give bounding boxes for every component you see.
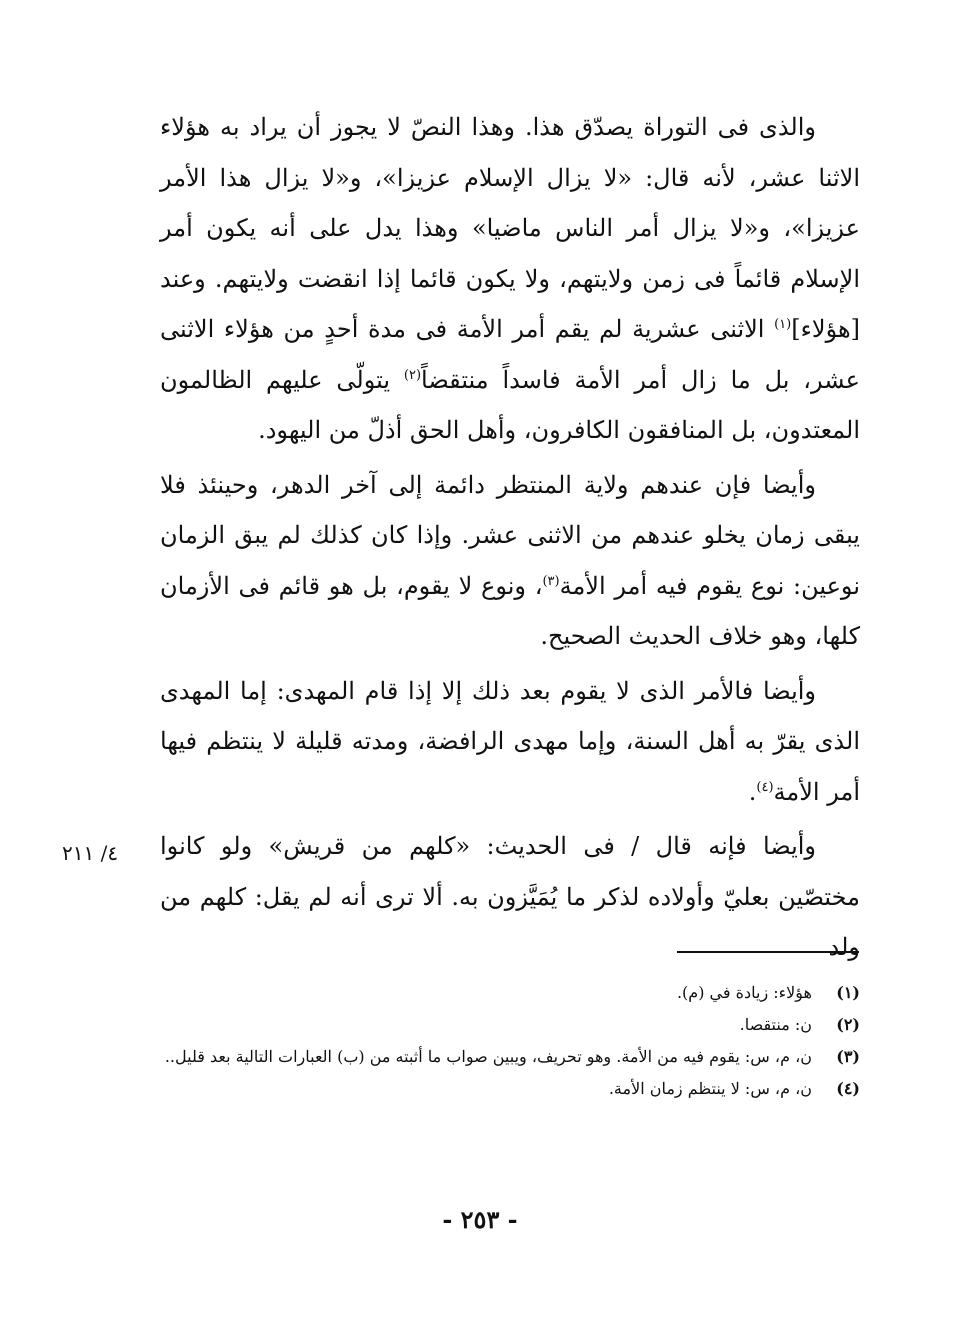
footnote-ref-4[interactable]: (٤): [756, 779, 774, 795]
footnote-number: (٢): [836, 1015, 860, 1034]
footnote-text: ن، م، س: يقوم فيه من الأمة. وهو تحريف، ويبين صواب ما أثبته من (ب) العبارات التالية بعد قليل..: [164, 1047, 812, 1066]
paragraph-2-text-b: ، ونوع لا يقوم، بل هو قائم فى الأزمان كلها، وهو خلاف الحديث الصحيح.: [160, 571, 860, 650]
footnote-text: هؤلاء: زيادة في (م).: [676, 983, 812, 1002]
footnote-item: [160, 1012, 860, 1038]
main-text-body: [160, 102, 860, 973]
footnote-number: (١): [836, 983, 860, 1002]
paragraph-1-text-b: الاثنى عشرية لم يقم أمر الأمة فى مدة أحدٍ من هؤلاء الاثنى عشر، بل ما زال أمر الأمة فاسداً منتقضاً: [160, 315, 860, 394]
footnote-item: [160, 1044, 860, 1070]
footnote-number: (٤): [836, 1079, 860, 1098]
paragraph-1-text-c: يتولّى عليهم الظالمون المعتدون، بل المنافقون الكافرون، وأهل الحق أذلّ من اليهود.: [160, 365, 860, 444]
footnotes-section: [160, 980, 860, 1108]
paragraph-4: [160, 821, 860, 973]
paragraph-3-text-b: .: [748, 777, 757, 806]
footnote-ref-2[interactable]: (٢): [403, 367, 422, 383]
footnote-text: ن: منتقصا.: [739, 1015, 812, 1034]
footnote-ref-1[interactable]: (١): [774, 317, 792, 332]
page-number: - ٢٥٣ -: [442, 1205, 518, 1234]
footnote-text: ن، م، س: لا ينتظم زمان الأمة.: [608, 1079, 812, 1098]
footnote-number: (٣): [836, 1047, 860, 1066]
footnote-item: [160, 980, 860, 1006]
paragraph-4-text-a: وأيضا فإنه قال / فى الحديث: «كلهم من قريش» ولو كانوا مختصّين بعليّ وأولاده لذكر ما يُمَيَّزون به. ألا ترى أنه لم يقل: كلهم من ولد: [160, 832, 860, 961]
footnote-divider: [677, 951, 859, 953]
paragraph-2-text-a: وأيضا فإن عندهم ولاية المنتظر دائمة إلى آخر الدهر، وحينئذ فلا يبقى زمان يخلو عندهم من الاثنى عشر. وإذا كان كذلك لم يبق الزمان نوعين: نوع يقوم فيه أمر الأمة: [160, 470, 860, 600]
paragraph-1-text-a: والذى فى التوراة يصدّق هذا. وهذا النصّ لا يجوز أن يراد به هؤلاء الاثنا عشر، لأنه قال: «لا يزال الإسلام عزيزا»، و«لا يزال هذا الأمر عزيزا»، و«لا يزال أمر الناس ماضيا» وهذا يدل على أنه يكون أمر الإسلام قائماً فى زمن ولايتهم، ولا يكون قائما إذا انقضت ولايتهم. وعند [هؤلاء]: [160, 113, 860, 343]
paragraph-2: [160, 460, 860, 662]
paragraph-3-text-a: وأيضا فالأمر الذى لا يقوم بعد ذلك إلا إذا قام المهدى: إما المهدى الذى يقرّ به أهل السنة، وإما مهدى الرافضة، ومدته قليلة لا ينتظم فيها أمر الأمة: [160, 676, 860, 806]
paragraph-1: [160, 102, 860, 456]
footnote-item: [160, 1076, 860, 1102]
footnote-ref-3[interactable]: (٣): [542, 573, 560, 589]
margin-volume-page-note: ٤/ ٢١١: [62, 841, 119, 865]
paragraph-3: [160, 666, 860, 818]
